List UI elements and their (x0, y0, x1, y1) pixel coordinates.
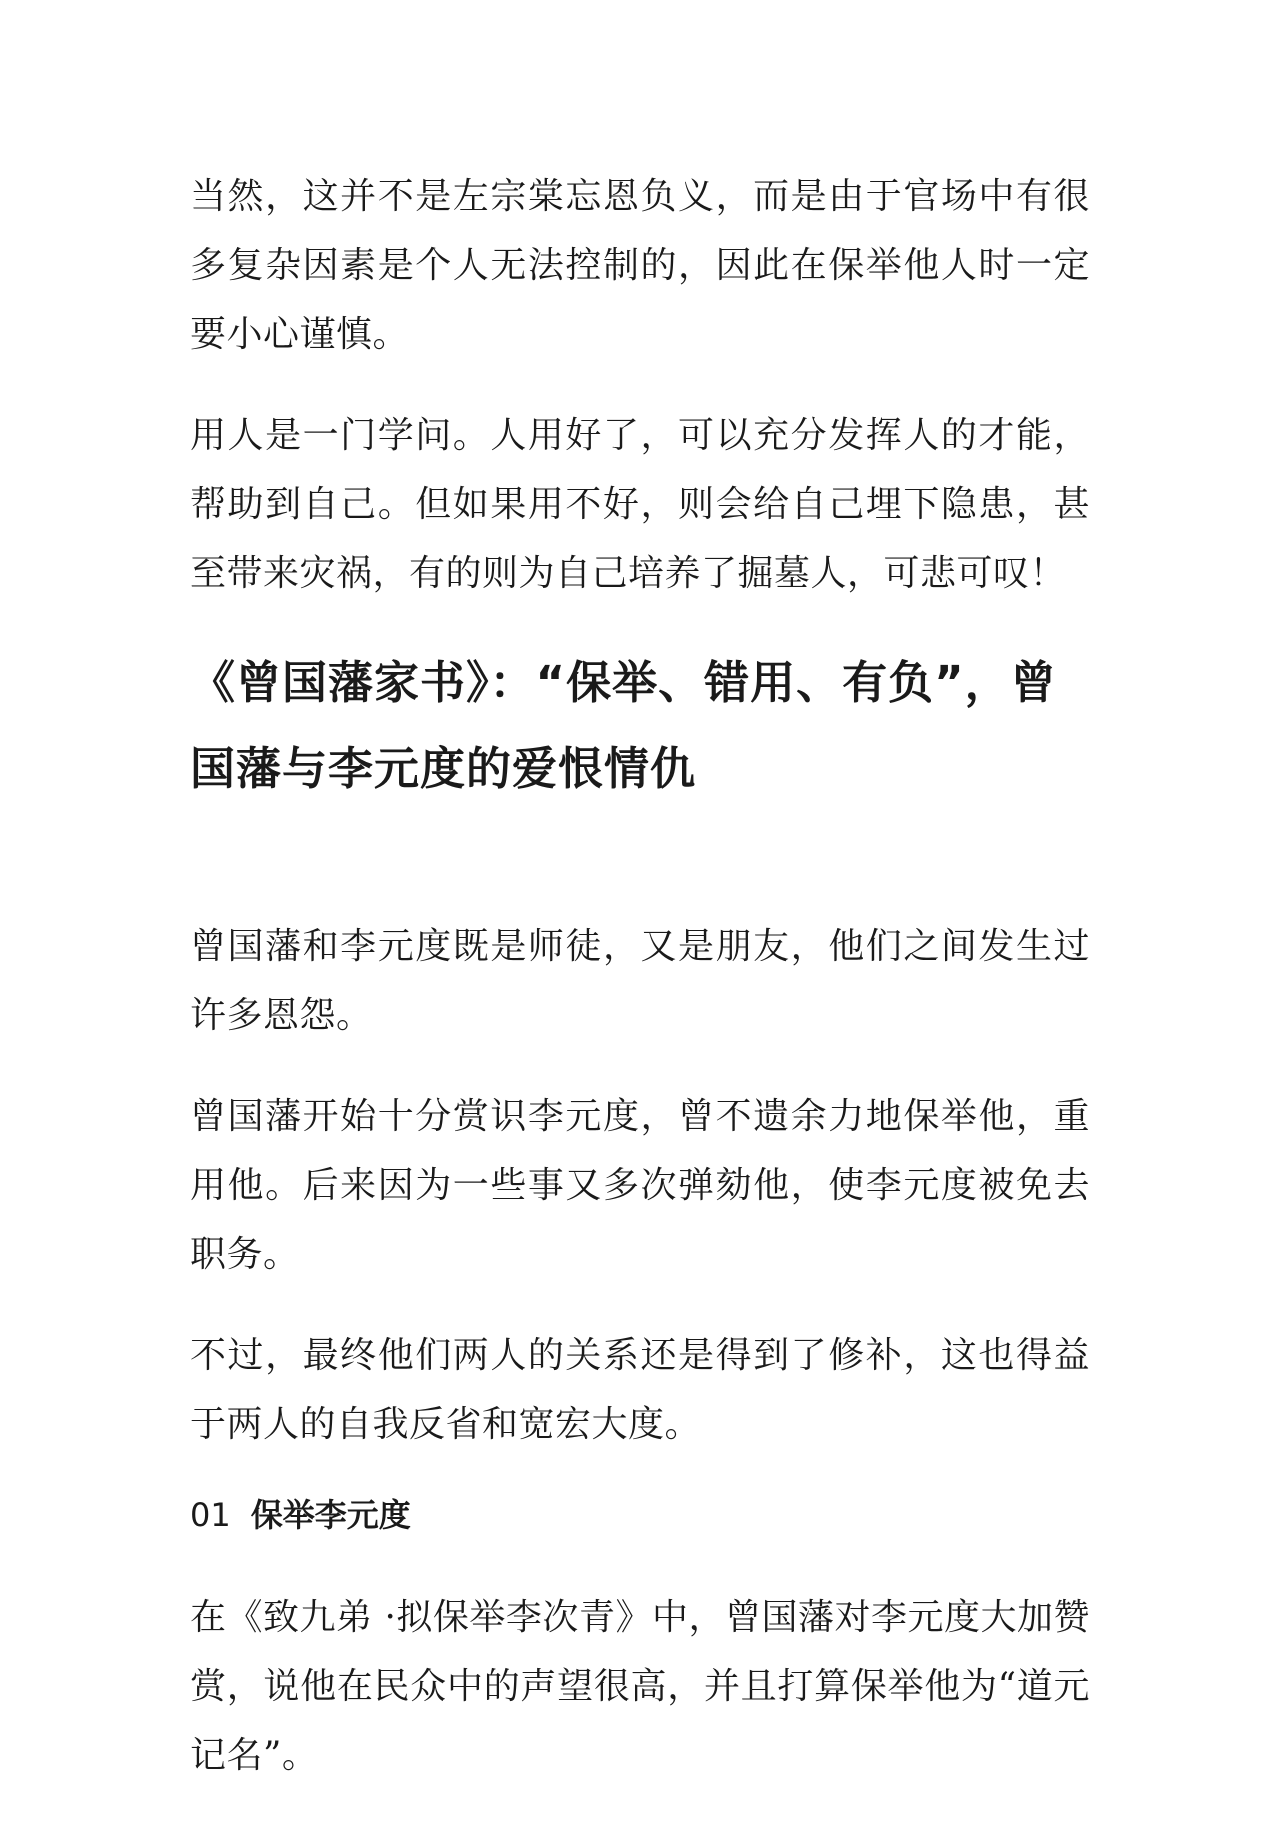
article-heading: 《曾国藩家书》：“保举、错用、有负”，曾国藩与李元度的爱恨情仇 (190, 656, 1057, 795)
section-number: 01 (190, 1496, 231, 1534)
section-title: 保举李元度 (250, 1496, 411, 1534)
paragraph-teacher-friend: 曾国藩和李元度既是师徒，又是朋友，他们之间发生过许多恩怨。 (190, 926, 1090, 1036)
paragraph-appreciation-impeachment: 曾国藩开始十分赏识李元度，曾不遗余力地保举他，重用他。后来因为一些事又多次弹劾他，使李元度被免去职务。 (190, 1096, 1090, 1275)
document-page (190, 162, 1090, 1822)
section-heading (190, 1491, 1090, 1539)
paragraph-reconciliation: 不过，最终他们两人的关系还是得到了修补，这也得益于两人的自我反省和宽宏大度。 (190, 1335, 1090, 1445)
paragraph-recommendation-caution: 当然，这并不是左宗棠忘恩负义，而是由于官场中有很多复杂因素是个人无法控制的，因此在保举他人时一定要小心谨慎。 (190, 176, 1090, 355)
paragraph-employing-people: 用人是一门学问。人用好了，可以充分发挥人的才能，帮助到自己。但如果用不好，则会给自己埋下隐患，甚至带来灾祸，有的则为自己培养了掘墓人，可悲可叹！ (190, 415, 1090, 594)
paragraph-letter-to-ninth-brother: 在《致九弟 ·拟保举李次青》中，曾国藩对李元度大加赞赏，说他在民众中的声望很高，并且打算保举他为“道元记名”。 (190, 1597, 1090, 1776)
